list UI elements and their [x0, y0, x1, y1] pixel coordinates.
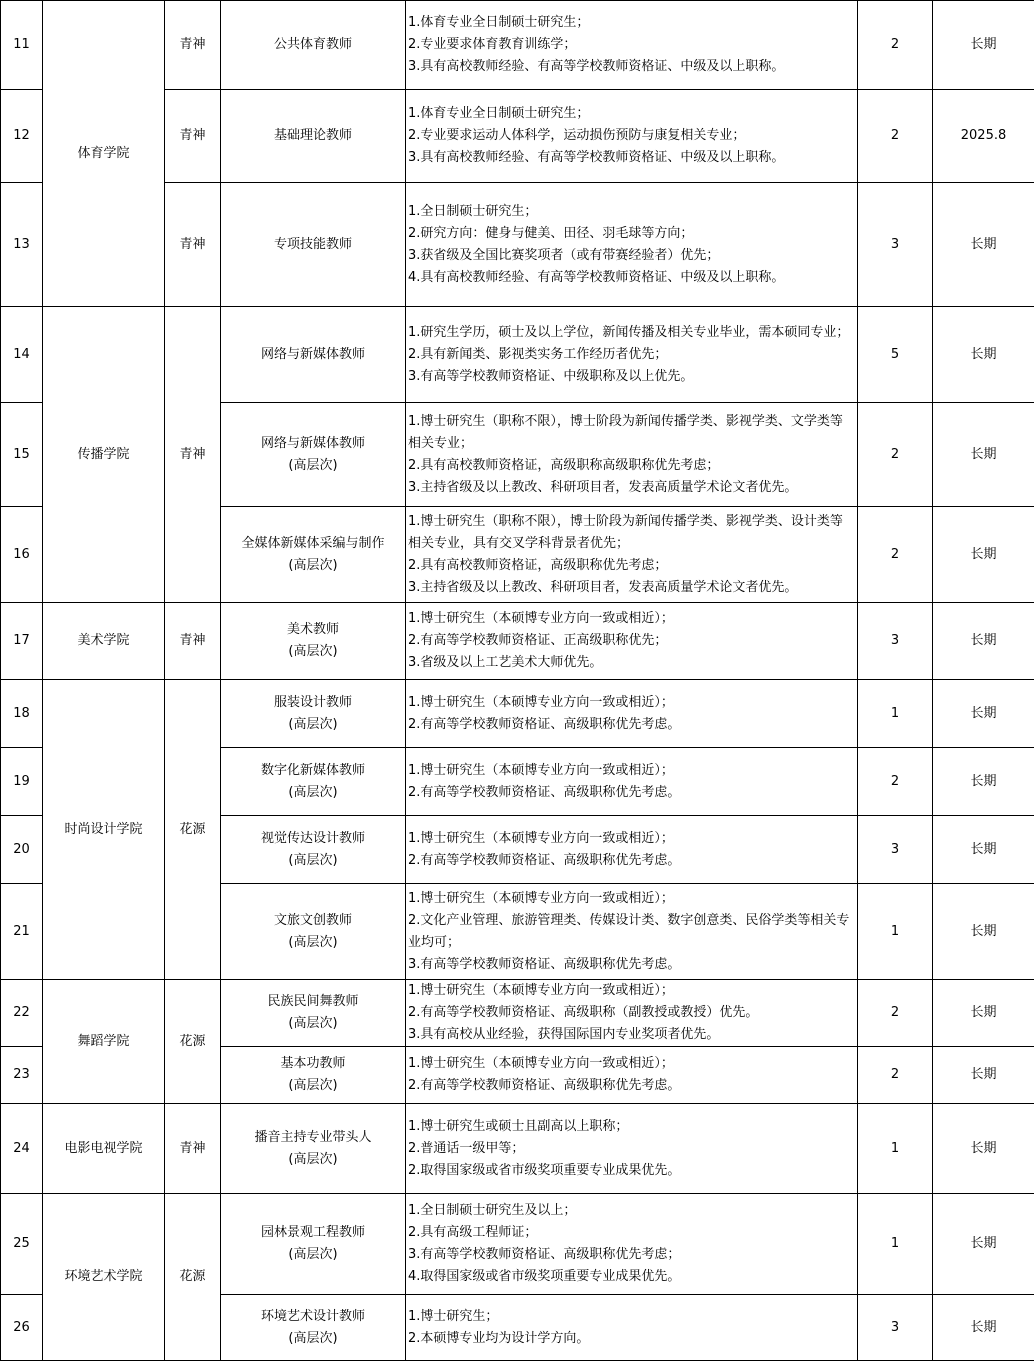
- position-level: (高层次): [288, 1151, 338, 1167]
- position-cell: [221, 1194, 406, 1295]
- position-title: 美术教师: [286, 622, 339, 637]
- position-level: (高层次): [288, 557, 338, 573]
- position-cell: [221, 183, 406, 307]
- requirement-line: 1.全日制硕士研究生及以上；: [408, 1203, 577, 1218]
- college-cell: 电影电视学院: [43, 1104, 165, 1194]
- requirements-cell: [406, 1104, 858, 1194]
- term-cell: 长期: [933, 1194, 1034, 1295]
- table-row: [1, 1, 1034, 90]
- position-cell: [221, 1047, 406, 1104]
- term-cell: 长期: [933, 1047, 1034, 1104]
- term-cell: 长期: [933, 403, 1034, 507]
- campus-cell: 青神: [165, 1104, 221, 1194]
- term-cell: 长期: [933, 816, 1034, 884]
- term-cell: 长期: [933, 1, 1034, 90]
- requirements-cell: [406, 1047, 858, 1104]
- term-cell: 长期: [933, 307, 1034, 403]
- requirement-line: 2.有高等学校教师资格证、高级职称优先考虑。: [408, 852, 681, 868]
- requirement-line: 2.文化产业管理、旅游管理类、传媒设计类、数字创意类、民俗学类等相关专: [408, 912, 850, 928]
- position-level: (高层次): [288, 1016, 338, 1031]
- requirement-line: 1.博士研究生（本硕博专业方向一致或相近）；: [408, 830, 674, 846]
- position-cell: [221, 884, 406, 980]
- requirement-line: 2.有高等学校教师资格证、正高级职称优先；: [408, 633, 668, 648]
- requirement-line: 3.获省级及全国比赛奖项者（或有带赛经验者）优先；: [408, 247, 720, 263]
- college-cell: 时尚设计学院: [43, 680, 165, 980]
- position-title: 文旅文创教师: [273, 912, 352, 928]
- position-cell: [221, 1104, 406, 1194]
- term-cell: 长期: [933, 183, 1034, 307]
- row-number: 22: [1, 980, 43, 1047]
- headcount-cell: 1: [858, 1104, 933, 1194]
- requirement-line: 3.有高等学校教师资格证、高级职称优先考虑。: [408, 956, 681, 972]
- requirements-cell: [406, 680, 858, 748]
- position-level: (高层次): [288, 934, 338, 950]
- requirement-line: 2.具有高校教师资格证，高级职称优先考虑；: [408, 557, 668, 573]
- college-cell: 体育学院: [43, 1, 165, 307]
- table-row: [1, 680, 1034, 748]
- position-title: 网络与新媒体教师: [260, 346, 365, 362]
- position-title: 数字化新媒体教师: [260, 762, 365, 778]
- requirement-line: 1.体育专业全日制硕士研究生；: [408, 106, 590, 121]
- requirement-line: 3.有高等学校教师资格证、高级职称优先考虑；: [408, 1247, 681, 1262]
- position-title: 视觉传达设计教师: [260, 830, 365, 846]
- requirement-line: 3.具有高校教师经验、有高等学校教师资格证、中级及以上职称。: [408, 150, 785, 165]
- requirement-line: 1.博士研究生（本硕博专业方向一致或相近）；: [408, 983, 674, 998]
- requirements-cell: [406, 403, 858, 507]
- term-cell: 长期: [933, 507, 1034, 603]
- requirements-cell: [406, 816, 858, 884]
- requirement-line: 2.专业要求运动人体科学，运动损伤预防与康复相关专业；: [408, 128, 746, 143]
- term-cell: 长期: [933, 1104, 1034, 1194]
- position-title: 专项技能教师: [273, 236, 352, 252]
- college-cell: 环境艺术学院: [43, 1194, 165, 1361]
- row-number: 14: [1, 307, 43, 403]
- requirement-line: 2.专业要求体育教育训练学；: [408, 37, 577, 52]
- requirement-line: 3.有高等学校教师资格证、中级职称及以上优先。: [408, 368, 694, 384]
- position-title: 环境艺术设计教师: [260, 1308, 365, 1324]
- position-cell: [221, 980, 406, 1047]
- headcount-cell: 2: [858, 1047, 933, 1104]
- requirement-line: 2.本硕博专业均为设计学方向。: [408, 1330, 590, 1346]
- table-row: [1, 1104, 1034, 1194]
- row-number: 23: [1, 1047, 43, 1104]
- requirement-line: 相关专业；: [408, 435, 474, 451]
- headcount-cell: 3: [858, 183, 933, 307]
- requirement-line: 1.博士研究生；: [408, 1308, 499, 1324]
- position-title: 民族民间舞教师: [267, 994, 359, 1009]
- requirements-cell: [406, 1295, 858, 1361]
- term-cell: 长期: [933, 884, 1034, 980]
- term-cell: 长期: [933, 1295, 1034, 1361]
- row-number: 17: [1, 603, 43, 680]
- position-title: 播音主持专业带头人: [254, 1129, 372, 1145]
- requirement-line: 1.博士研究生（本硕博专业方向一致或相近）；: [408, 890, 674, 906]
- requirement-line: 2.有高等学校教师资格证、高级职称优先考虑。: [408, 716, 681, 732]
- term-cell: 长期: [933, 980, 1034, 1047]
- position-level: (高层次): [288, 1330, 338, 1346]
- college-cell: 传播学院: [43, 307, 165, 603]
- position-cell: [221, 680, 406, 748]
- term-cell: 长期: [933, 603, 1034, 680]
- requirement-line: 1.博士研究生（本硕博专业方向一致或相近）；: [408, 694, 674, 710]
- row-number: 20: [1, 816, 43, 884]
- position-cell: [221, 307, 406, 403]
- requirements-cell: [406, 1194, 858, 1295]
- college-cell: 舞蹈学院: [43, 980, 165, 1104]
- term-cell: 长期: [933, 748, 1034, 816]
- requirement-line: 2.具有高校教师资格证，高级职称高级职称优先考虑；: [408, 457, 720, 473]
- position-level: (高层次): [288, 784, 338, 800]
- term-cell: 长期: [933, 680, 1034, 748]
- college-cell: 美术学院: [43, 603, 165, 680]
- campus-cell: 青神: [165, 307, 221, 603]
- requirement-line: 1.博士研究生（职称不限），博士阶段为新闻传播学类、影视学类、设计类等: [408, 513, 843, 529]
- requirement-line: 2.有高等学校教师资格证、高级职称优先考虑。: [408, 784, 681, 800]
- campus-cell: 花源: [165, 980, 221, 1104]
- position-title: 园林景观工程教师: [260, 1225, 365, 1240]
- requirements-cell: [406, 1, 858, 90]
- headcount-cell: 3: [858, 1295, 933, 1361]
- requirements-cell: [406, 603, 858, 680]
- requirement-line: 4.取得国家级或省市级奖项重要专业成果优先。: [408, 1269, 681, 1284]
- row-number: 12: [1, 90, 43, 183]
- campus-cell: 青神: [165, 90, 221, 183]
- headcount-cell: 1: [858, 680, 933, 748]
- requirements-cell: [406, 884, 858, 980]
- campus-cell: 花源: [165, 1194, 221, 1361]
- campus-cell: 花源: [165, 680, 221, 980]
- position-level: (高层次): [288, 457, 338, 473]
- position-title: 基础理论教师: [273, 128, 352, 143]
- requirement-line: 1.全日制硕士研究生；: [408, 203, 538, 219]
- row-number: 15: [1, 403, 43, 507]
- position-title: 基本功教师: [280, 1056, 346, 1071]
- table-row: [1, 1194, 1034, 1295]
- requirement-line: 3.主持省级及以上教改、科研项目者，发表高质量学术论文者优先。: [408, 479, 798, 495]
- row-number: 24: [1, 1104, 43, 1194]
- requirement-line: 1.研究生学历，硕士及以上学位，新闻传播及相关专业毕业，需本硕同专业；: [408, 324, 850, 340]
- position-level: (高层次): [288, 1078, 338, 1093]
- requirements-cell: [406, 183, 858, 307]
- requirement-line: 2.具有高级工程师证；: [408, 1225, 538, 1240]
- position-cell: [221, 603, 406, 680]
- requirement-line: 1.博士研究生（本硕博专业方向一致或相近）；: [408, 1056, 674, 1071]
- campus-cell: 青神: [165, 603, 221, 680]
- requirement-line: 3.具有高校从业经验，获得国际国内专业奖项者优先。: [408, 1027, 720, 1042]
- requirement-line: 2.有高等学校教师资格证、高级职称优先考虑。: [408, 1078, 681, 1093]
- row-number: 25: [1, 1194, 43, 1295]
- row-number: 26: [1, 1295, 43, 1361]
- requirement-line: 3.省级及以上工艺美术大师优先。: [408, 655, 603, 670]
- position-title: 公共体育教师: [273, 37, 352, 52]
- requirement-line: 3.具有高校教师经验、有高等学校教师资格证、中级及以上职称。: [408, 59, 785, 74]
- position-level: (高层次): [288, 1247, 338, 1262]
- headcount-cell: 2: [858, 1, 933, 90]
- requirement-line: 4.具有高校教师经验、有高等学校教师资格证、中级及以上职称。: [408, 269, 785, 285]
- position-cell: [221, 1295, 406, 1361]
- row-number: 16: [1, 507, 43, 603]
- position-title: 全媒体新媒体采编与制作: [241, 535, 385, 551]
- requirement-line: 2.有高等学校教师资格证、高级职称（副教授或教授）优先。: [408, 1005, 759, 1020]
- requirement-line: 2.取得国家级或省市级奖项重要专业成果优先。: [408, 1162, 681, 1178]
- headcount-cell: 1: [858, 1194, 933, 1295]
- headcount-cell: 2: [858, 403, 933, 507]
- requirements-cell: [406, 90, 858, 183]
- requirements-cell: [406, 307, 858, 403]
- position-cell: [221, 507, 406, 603]
- requirements-cell: [406, 507, 858, 603]
- requirement-line: 2.研究方向：健身与健美、田径、羽毛球等方向；: [408, 225, 694, 241]
- campus-cell: 青神: [165, 183, 221, 307]
- table-row: [1, 307, 1034, 403]
- row-number: 13: [1, 183, 43, 307]
- requirement-line: 1.博士研究生（本硕博专业方向一致或相近）；: [408, 611, 674, 626]
- requirements-cell: [406, 748, 858, 816]
- requirement-line: 2.具有新闻类、影视类实务工作经历者优先；: [408, 346, 668, 362]
- requirement-line: 2.普通话一级甲等；: [408, 1140, 525, 1156]
- position-cell: [221, 816, 406, 884]
- row-number: 18: [1, 680, 43, 748]
- requirement-line: 3.主持省级及以上教改、科研项目者，发表高质量学术论文者优先。: [408, 579, 798, 595]
- requirement-line: 相关专业，具有交叉学科背景者优先；: [408, 535, 630, 551]
- position-level: (高层次): [288, 716, 338, 732]
- position-cell: [221, 748, 406, 816]
- campus-cell: 青神: [165, 1, 221, 90]
- requirement-line: 1.博士研究生（职称不限），博士阶段为新闻传播学类、影视学类、文学类等: [408, 413, 843, 429]
- row-number: 21: [1, 884, 43, 980]
- requirement-line: 1.体育专业全日制硕士研究生；: [408, 15, 590, 30]
- position-title: 服装设计教师: [273, 694, 352, 710]
- requirement-line: 1.博士研究生或硕士且副高以上职称；: [408, 1118, 629, 1134]
- row-number: 19: [1, 748, 43, 816]
- row-number: 11: [1, 1, 43, 90]
- position-level: (高层次): [288, 852, 338, 868]
- position-cell: [221, 1, 406, 90]
- position-title: 网络与新媒体教师: [260, 435, 365, 451]
- headcount-cell: 2: [858, 90, 933, 183]
- position-cell: [221, 403, 406, 507]
- headcount-cell: 2: [858, 748, 933, 816]
- headcount-cell: 2: [858, 980, 933, 1047]
- requirements-cell: [406, 980, 858, 1047]
- headcount-cell: 3: [858, 816, 933, 884]
- requirement-line: 1.博士研究生（本硕博专业方向一致或相近）；: [408, 762, 674, 778]
- position-cell: [221, 90, 406, 183]
- position-level: (高层次): [288, 644, 338, 659]
- headcount-cell: 3: [858, 603, 933, 680]
- term-cell: 2025.8: [933, 90, 1034, 183]
- table-row: [1, 980, 1034, 1047]
- table-row: [1, 603, 1034, 680]
- headcount-cell: 2: [858, 507, 933, 603]
- headcount-cell: 1: [858, 884, 933, 980]
- headcount-cell: 5: [858, 307, 933, 403]
- requirement-line: 业均可；: [408, 934, 461, 950]
